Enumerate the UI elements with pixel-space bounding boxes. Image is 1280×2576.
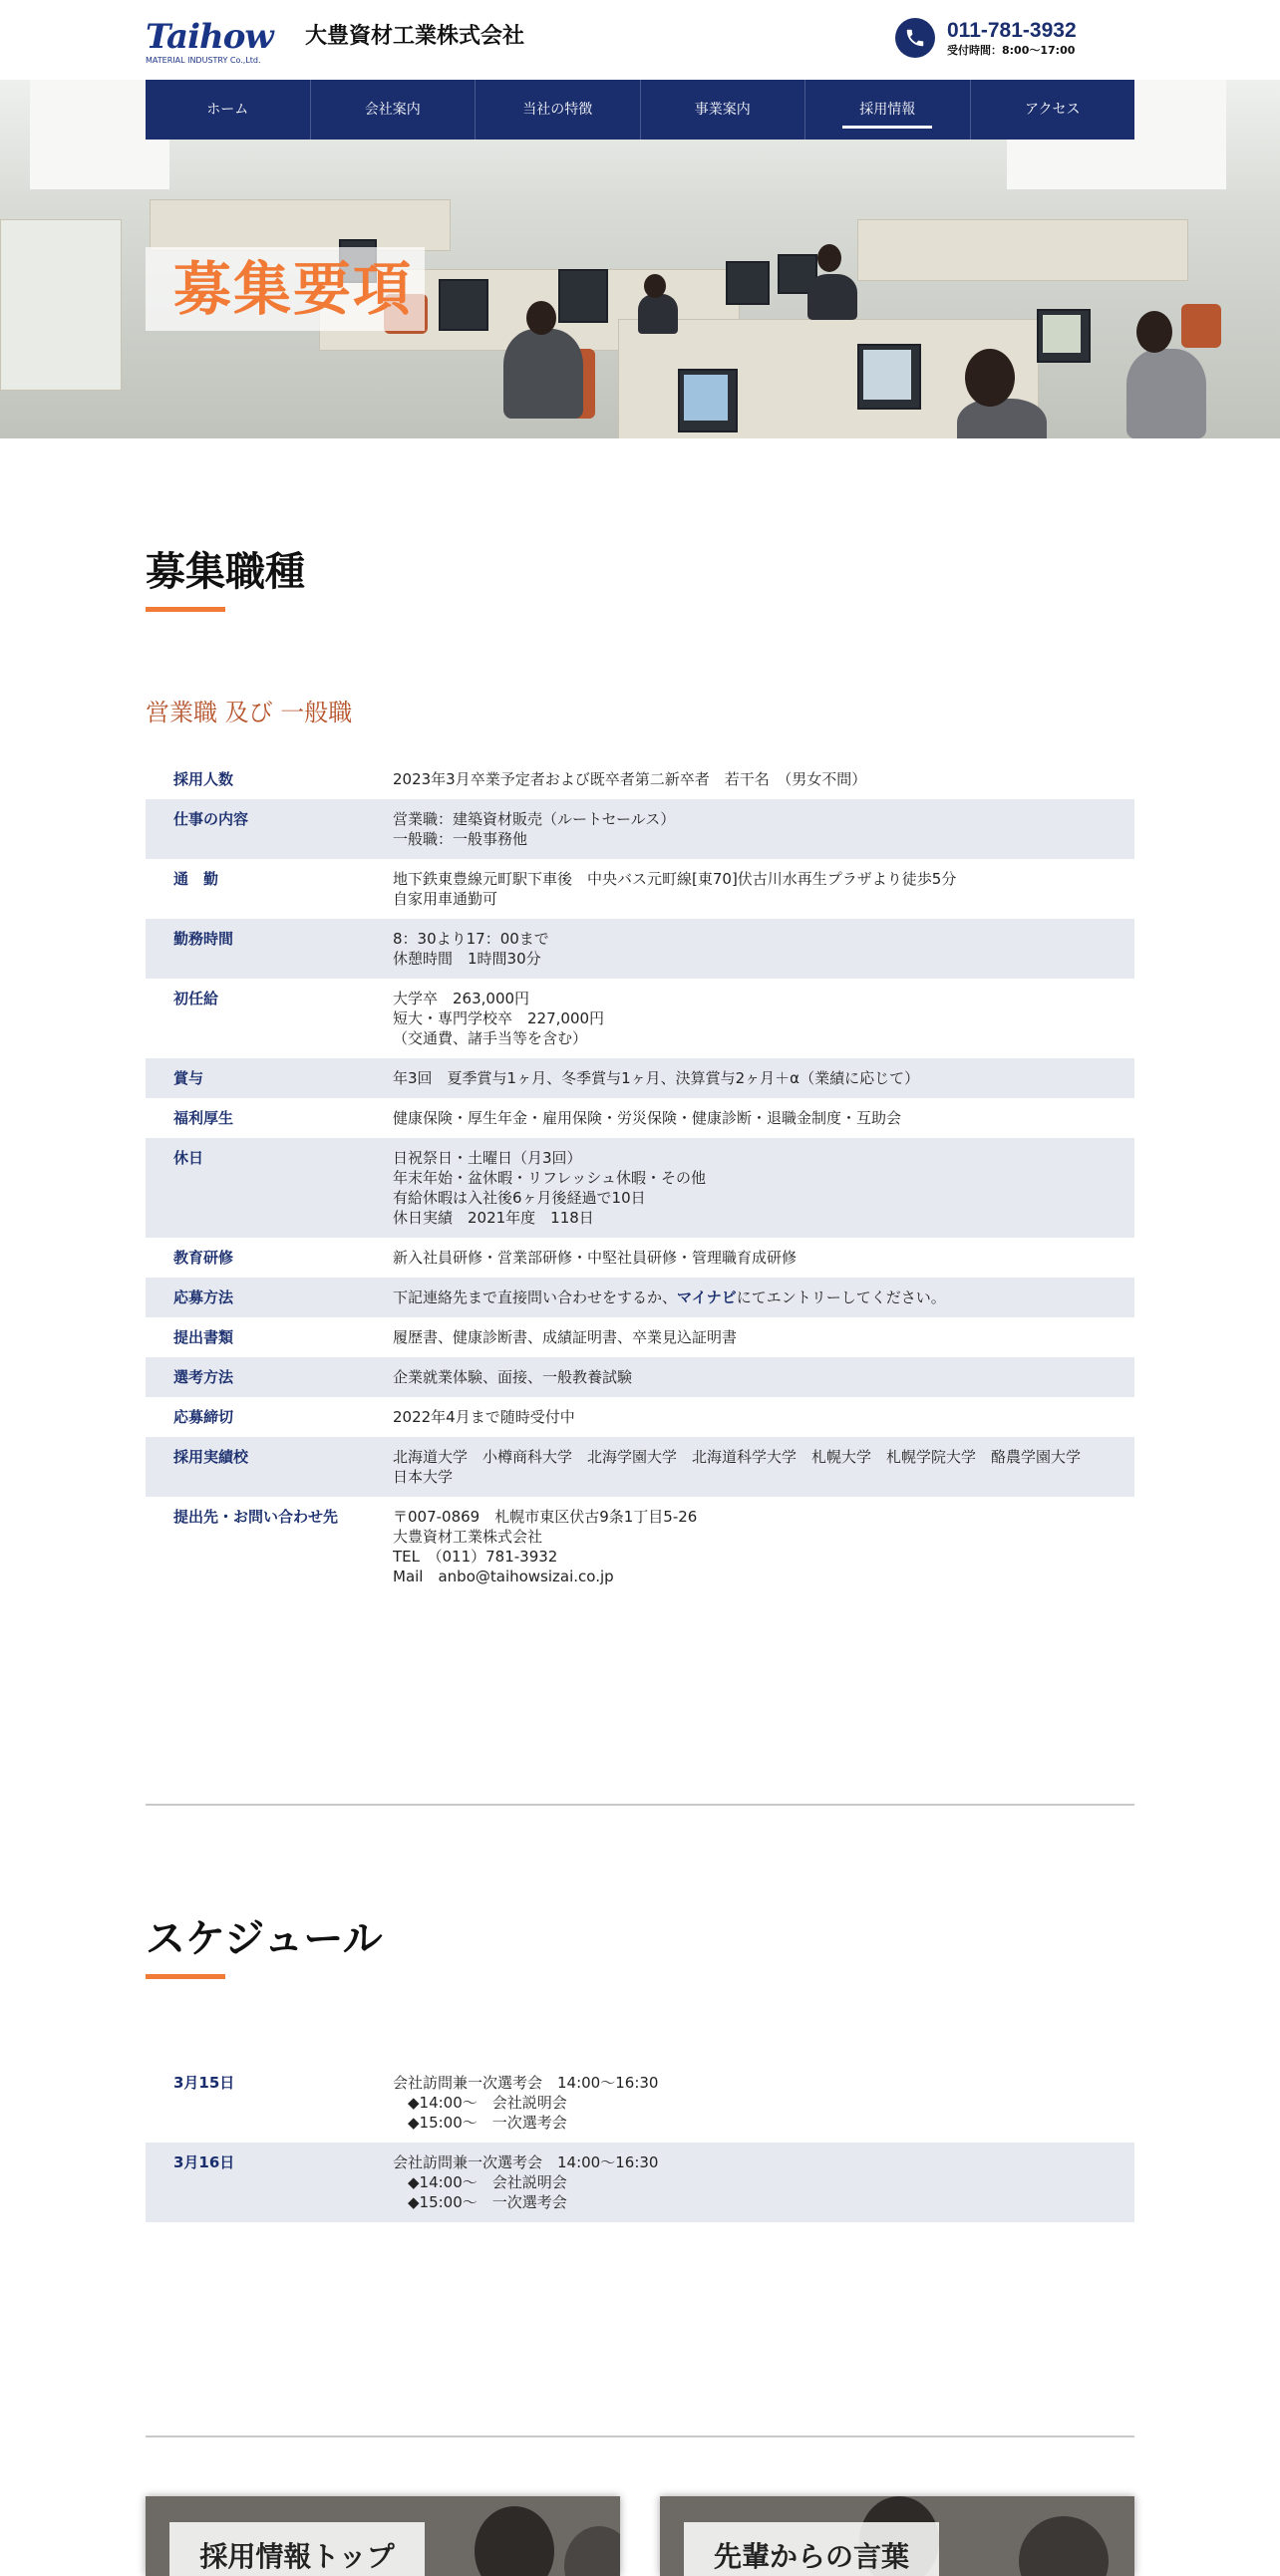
nav-item-business[interactable]: 事業案内 xyxy=(641,80,806,140)
card-photo-person xyxy=(1019,2516,1109,2576)
recruit-row-label: 選考方法 xyxy=(173,1368,234,1386)
office-worker xyxy=(1126,349,1206,438)
recruit-row-value xyxy=(393,1098,1134,1138)
office-worker-head xyxy=(644,274,666,298)
schedule-row-label: 3月15日 xyxy=(173,2074,235,2092)
recruit-row-label: 提出先・お問い合わせ先 xyxy=(173,1508,339,1526)
hero-title-box xyxy=(146,247,425,331)
main-nav xyxy=(146,80,1134,140)
office-worker xyxy=(503,329,583,419)
recruit-row xyxy=(146,799,1134,859)
site-header xyxy=(0,0,1280,80)
recruit-row xyxy=(146,1238,1134,1278)
nav-item-recruit[interactable]: 採用情報 xyxy=(805,80,971,140)
recruitment-table xyxy=(146,759,1134,1596)
recruit-row xyxy=(146,1317,1134,1357)
hero-title: 募集要項 xyxy=(173,255,414,323)
schedule-row-value-line: ◆15:00～ 一次選考会 xyxy=(393,2114,567,2132)
recruit-row-value-line: 新入社員研修・営業部研修・中堅社員研修・管理職育成研修 xyxy=(393,1249,798,1267)
recruit-row-value-line: 地下鉄東豊線元町駅下車後 中央バス元町線[東70]伏古川水再生プラザより徒歩5分 xyxy=(393,870,957,888)
recruit-row-value-line: 有給休暇は入社後6ヶ月後経過で10日 xyxy=(393,1189,646,1207)
logo-subtitle: MATERIAL INDUSTRY Co.,Ltd. xyxy=(146,56,261,65)
office-worker xyxy=(807,274,857,320)
recruit-row-label: 採用人数 xyxy=(173,770,234,788)
recruit-row-label: 勤務時間 xyxy=(173,930,234,948)
recruit-row-value-line: 休日実績 2021年度 118日 xyxy=(393,1209,594,1227)
recruit-row xyxy=(146,1497,1134,1596)
recruit-row-label: 応募締切 xyxy=(173,1408,234,1426)
job-heading: 営業職 及び 一般職 xyxy=(146,699,353,726)
monitor xyxy=(558,269,608,323)
monitor xyxy=(439,279,488,331)
recruit-row-label: 賞与 xyxy=(173,1069,204,1087)
office-worker-head xyxy=(526,301,556,335)
recruit-row-label: 採用実績校 xyxy=(173,1448,249,1466)
recruit-row-value xyxy=(393,1317,1134,1357)
recruit-row-value-line: 2023年3月卒業予定者および既卒者第二新卒者 若干名 （男女不問） xyxy=(393,770,867,788)
recruit-row-value-line: 日祝祭日・土曜日（月3回） xyxy=(393,1149,582,1167)
schedule-row xyxy=(146,2143,1134,2222)
recruit-row-label: 応募方法 xyxy=(173,1288,234,1306)
recruit-row-value-line: 大豊資材工業株式会社 xyxy=(393,1528,543,1546)
recruit-row-value-line: 営業職：建築資材販売（ルートセールス） xyxy=(393,810,676,828)
recruit-row-label: 提出書類 xyxy=(173,1328,234,1346)
recruit-row-value-line: 北海道大学 小樽商科大学 北海学園大学 北海道科学大学 札幌大学 札幌学院大学 酪農学園大学 日本大学 xyxy=(393,1448,1097,1486)
recruit-row-value-line: 休憩時間 1時間30分 xyxy=(393,950,541,968)
nav-item-access[interactable]: アクセス xyxy=(1024,102,1081,118)
schedule-row-label: 3月16日 xyxy=(173,2153,235,2171)
recruit-row-value xyxy=(393,799,1134,859)
recruit-row-value-line: 企業就業体験、面接、一般教養試験 xyxy=(393,1368,633,1386)
recruit-row xyxy=(146,979,1134,1058)
recruit-row xyxy=(146,1397,1134,1437)
card-label: 先輩からの言葉 xyxy=(713,2540,909,2573)
section-divider xyxy=(146,1804,1134,1806)
recruit-row-label: 仕事の内容 xyxy=(173,810,249,828)
recruit-row-value-line: Mail anbo@taihowsizai.co.jp xyxy=(393,1568,614,1585)
schedule-row-value-line: 会社訪問兼一次選考会 14:00～16:30 xyxy=(393,2153,659,2171)
company-logo[interactable] xyxy=(146,18,280,64)
recruit-row-value-line: TEL （011）781-3932 xyxy=(393,1548,558,1566)
apply-text-after: にてエントリーしてください。 xyxy=(736,1288,946,1306)
recruit-row-value xyxy=(393,1238,1134,1278)
recruit-row-value-line: 健康保険・厚生年金・雇用保険・労災保険・健康診断・退職金制度・互助会 xyxy=(393,1109,902,1127)
recruit-row-label: 福利厚生 xyxy=(173,1109,234,1127)
recruit-row-value xyxy=(393,979,1134,1058)
section-underline xyxy=(146,607,225,612)
recruit-row-value-line xyxy=(393,1288,1109,1307)
office-chair xyxy=(1181,304,1221,348)
recruit-row-label: 教育研修 xyxy=(173,1249,234,1267)
nav-item-features[interactable]: 当社の特徴 xyxy=(476,80,641,140)
recruit-row xyxy=(146,859,1134,919)
recruit-row xyxy=(146,759,1134,799)
recruit-row xyxy=(146,1357,1134,1397)
card-label-box xyxy=(169,2522,425,2576)
recruit-row xyxy=(146,1058,1134,1098)
recruit-row-value-line: 大学卒 263,000円 xyxy=(393,990,530,1007)
section-title-positions: 募集職種 xyxy=(146,549,305,595)
recruit-row xyxy=(146,1278,1134,1317)
schedule-row xyxy=(146,2063,1134,2143)
recruit-row xyxy=(146,919,1134,979)
recruit-row-value xyxy=(393,1437,1134,1497)
recruit-row-value xyxy=(393,1397,1134,1437)
office-worker-head xyxy=(965,349,1015,407)
copier xyxy=(0,219,122,391)
schedule-row-value-line: ◆14:00～ 会社説明会 xyxy=(393,2094,567,2112)
recruit-row-value xyxy=(393,1058,1134,1098)
apply-text-before: 下記連絡先まで直接問い合わせをするか、 xyxy=(393,1288,678,1306)
office-worker-head xyxy=(817,244,841,272)
section-title-schedule: スケジュール xyxy=(146,1916,383,1962)
nav-item-company[interactable]: 会社案内 xyxy=(311,80,477,140)
schedule-row-value-line: ◆15:00～ 一次選考会 xyxy=(393,2193,567,2211)
office-desk xyxy=(150,199,451,251)
recruit-row-value-line: 2022年4月まで随時受付中 xyxy=(393,1408,575,1426)
card-label-box xyxy=(684,2522,939,2576)
phone-number[interactable]: 011-781-3932 xyxy=(947,19,1077,42)
office-worker xyxy=(957,399,1047,438)
recruit-row-value-line: （交通費、諸手当等を含む） xyxy=(393,1029,588,1047)
recruit-row xyxy=(146,1437,1134,1497)
schedule-row-value xyxy=(393,2063,1134,2143)
section-underline xyxy=(146,1974,225,1979)
business-hours: 受付時間：8:00～17:00 xyxy=(947,44,1076,57)
schedule-row-value xyxy=(393,2143,1134,2222)
card-senior-voices[interactable] xyxy=(660,2496,1134,2576)
monitor xyxy=(1037,309,1091,363)
recruit-row-value xyxy=(393,1278,1134,1317)
schedule-row-value-line: ◆14:00～ 会社説明会 xyxy=(393,2173,567,2191)
recruit-row-value-line: 履歴書、健康診断書、成績証明書、卒業見込証明書 xyxy=(393,1328,738,1346)
recruit-row-value-line: 短大・専門学校卒 227,000円 xyxy=(393,1009,605,1027)
card-recruit-top[interactable] xyxy=(146,2496,620,2576)
office-worker-head xyxy=(1136,311,1172,353)
office-worker xyxy=(638,294,678,334)
recruit-row-value-line: 年末年始・盆休暇・リフレッシュ休暇・その他 xyxy=(393,1169,706,1187)
recruit-row-label: 休日 xyxy=(173,1149,204,1167)
recruit-row-value xyxy=(393,859,1134,919)
recruit-row-label: 初任給 xyxy=(173,990,219,1007)
recruit-row-value xyxy=(393,919,1134,979)
recruit-row-label: 通 勤 xyxy=(173,870,219,888)
recruit-row-value xyxy=(393,1138,1134,1238)
monitor xyxy=(726,261,770,305)
card-label: 採用情報トップ xyxy=(199,2540,395,2573)
recruit-row-value-line: 年3回 夏季賞与1ヶ月、冬季賞与1ヶ月、決算賞与2ヶ月＋α（業績に応じて） xyxy=(393,1069,920,1087)
schedule-table xyxy=(146,2063,1134,2222)
office-desk xyxy=(857,219,1188,281)
monitor xyxy=(678,369,738,432)
mynavi-link[interactable]: マイナビ xyxy=(677,1288,737,1306)
logo-wordmark: Taihow xyxy=(146,17,273,57)
recruit-row-value xyxy=(393,1497,1134,1596)
nav-item-home[interactable]: ホーム xyxy=(146,80,311,140)
recruit-row-value-line: 自家用車通勤可 xyxy=(393,890,498,908)
recruit-row-value-line: 〒007-0869 札幌市東区伏古9条1丁目5-26 xyxy=(393,1508,698,1526)
monitor xyxy=(857,344,921,410)
card-photo-person xyxy=(564,2526,620,2576)
card-photo-person xyxy=(475,2506,554,2576)
recruit-row-value-line: 8：30より17：00まで xyxy=(393,930,549,948)
phone-icon xyxy=(895,18,935,58)
schedule-row-value-line: 会社訪問兼一次選考会 14:00～16:30 xyxy=(393,2074,659,2092)
recruit-row xyxy=(146,1098,1134,1138)
company-name: 大豊資材工業株式会社 xyxy=(305,24,525,49)
recruit-row-value xyxy=(393,1357,1134,1397)
recruit-row-value-line: 一般職：一般事務他 xyxy=(393,830,528,848)
section-divider xyxy=(146,2435,1134,2437)
recruit-row xyxy=(146,1138,1134,1238)
recruit-row-value xyxy=(393,759,1134,799)
